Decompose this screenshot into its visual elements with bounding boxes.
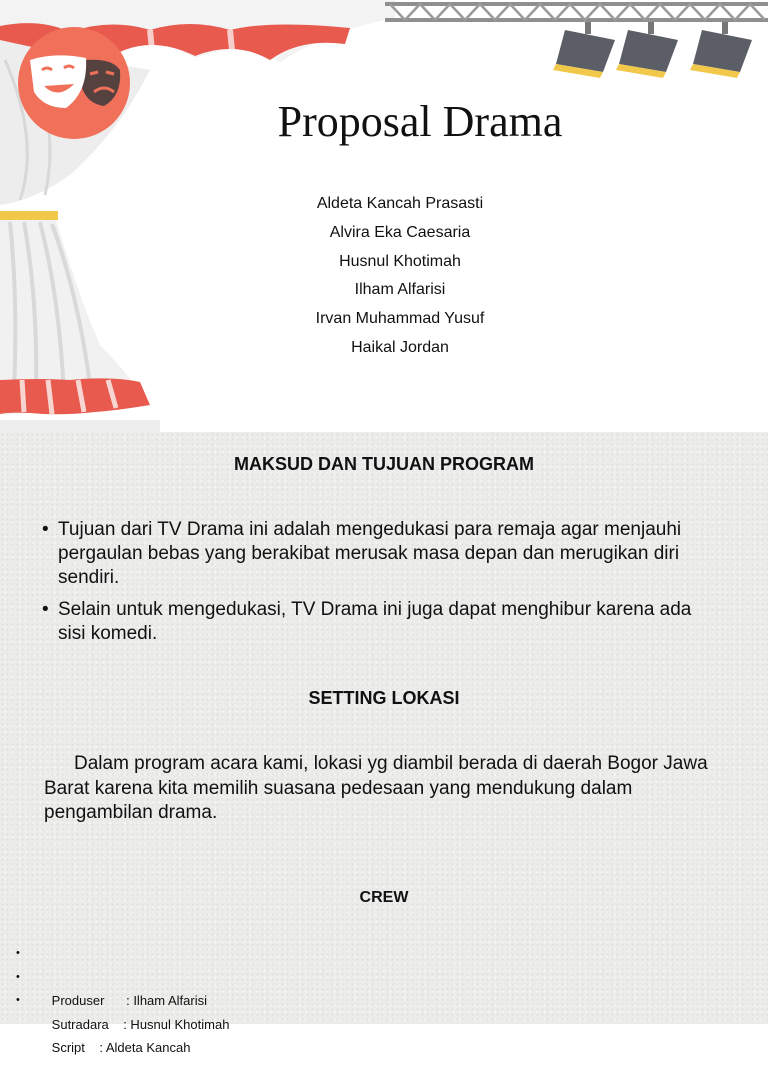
team-member: Ilham Alfarisi: [354, 281, 446, 299]
purpose-list: [40, 518, 720, 654]
team-member: Alvira Eka Caesaria: [329, 223, 471, 241]
lighting-truss: [385, 2, 768, 22]
team-member-list: [250, 192, 550, 365]
stage-spotlight-icon: [553, 22, 752, 78]
crew-heading: CREW: [359, 889, 409, 906]
team-member: Aldeta Kancah Prasasti: [316, 195, 484, 212]
page-title: Proposal Drama: [277, 97, 563, 146]
purpose-heading: MAKSUD DAN TUJUAN PROGRAM: [234, 454, 534, 474]
team-member: Husnul Khotimah: [339, 252, 461, 270]
content-slide: [0, 432, 768, 1055]
team-member: Haikal Jordan: [351, 338, 449, 356]
purpose-point: [40, 598, 720, 646]
bullet-icon: •: [16, 947, 20, 959]
location-paragraph: Dalam program acara kami, lokasi yg diambil berada di daerah Bogor Jawa Barat karena kita memilih suasana pedesaan yang mendukung dalam pengambilan drama.: [44, 753, 708, 823]
crew-item-text: Produser : Ilham Alfarisi: [51, 993, 208, 1008]
purpose-point-text: Selain untuk mengedukasi, TV Drama ini juga dapat menghibur karena ada sisi komedi.: [58, 599, 692, 644]
location-heading: SETTING LOKASI: [308, 688, 460, 708]
bullet-icon: •: [42, 519, 49, 540]
theater-masks-icon: [18, 27, 130, 139]
purpose-point-text: Tujuan dari TV Drama ini adalah mengedukasi para remaja agar menjauhi pergaulan bebas yang berakibat merusak masa depan dan merugikan diri sendiri.: [58, 519, 682, 588]
crew-item-text: Script : Aldeta Kancah: [51, 1040, 191, 1055]
crew-item: [14, 942, 229, 1008]
title-slide: [0, 0, 768, 432]
purpose-point: [40, 518, 720, 590]
crew-list: [14, 942, 230, 1055]
team-member: Irvan Muhammad Yusuf: [315, 310, 485, 328]
curtain-tieback: [0, 211, 58, 220]
bullet-icon: •: [16, 994, 20, 1006]
bullet-icon: •: [16, 970, 20, 983]
crew-item-text: Sutradara : Husnul Khotimah: [51, 1016, 230, 1032]
bullet-icon: •: [42, 599, 49, 620]
